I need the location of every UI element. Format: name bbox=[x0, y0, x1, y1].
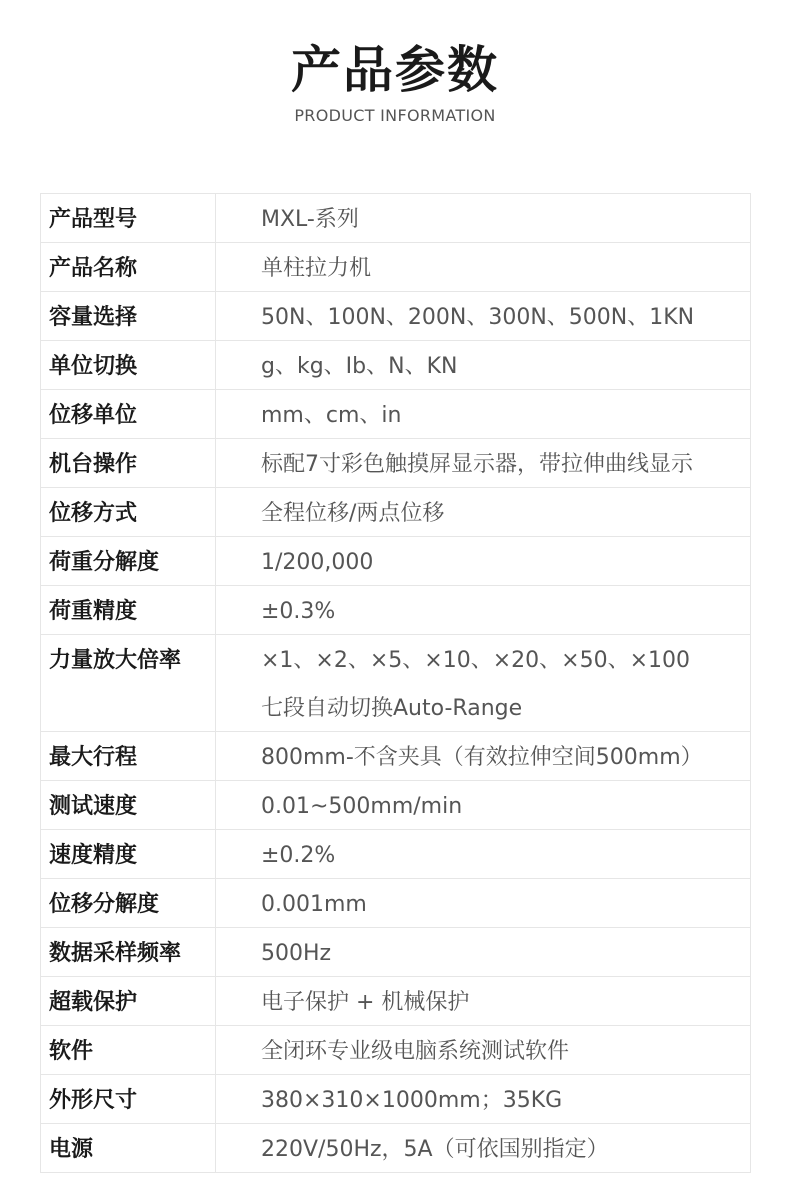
spec-value: 500Hz bbox=[261, 941, 332, 966]
spec-label-cell bbox=[41, 879, 216, 928]
spec-row bbox=[41, 586, 751, 635]
spec-value-cell bbox=[216, 194, 751, 243]
spec-value-cell bbox=[216, 586, 751, 635]
spec-value-cell bbox=[216, 390, 751, 439]
spec-value: 0.01~500mm/min bbox=[261, 794, 463, 819]
spec-label-cell bbox=[41, 1026, 216, 1075]
spec-value-cell bbox=[216, 1124, 751, 1173]
spec-row bbox=[41, 439, 751, 488]
spec-value: ±0.3% bbox=[261, 599, 336, 624]
spec-label-cell bbox=[41, 537, 216, 586]
spec-label-cell bbox=[41, 243, 216, 292]
spec-value-cell bbox=[216, 292, 751, 341]
spec-label: 外形尺寸 bbox=[49, 1088, 138, 1113]
spec-value: 全闭环专业级电脑系统测试软件 bbox=[261, 1039, 570, 1064]
spec-label-cell bbox=[41, 439, 216, 488]
page-title: 产品参数 bbox=[291, 41, 499, 99]
spec-row bbox=[41, 928, 751, 977]
spec-value: 标配7寸彩色触摸屏显示器，带拉伸曲线显示 bbox=[261, 452, 693, 477]
spec-label-cell bbox=[41, 1124, 216, 1173]
spec-label-cell bbox=[41, 732, 216, 781]
spec-value: 七段自动切换Auto-Range bbox=[261, 696, 523, 721]
spec-value-cell bbox=[216, 732, 751, 781]
spec-label: 测试速度 bbox=[49, 794, 138, 819]
spec-row bbox=[41, 341, 751, 390]
spec-value: MXL-系列 bbox=[261, 207, 359, 232]
spec-value: 电子保护 + 机械保护 bbox=[261, 990, 470, 1015]
spec-label-cell bbox=[41, 830, 216, 879]
spec-value-cell bbox=[216, 1026, 751, 1075]
spec-label: 最大行程 bbox=[49, 745, 138, 770]
spec-label-cell bbox=[41, 781, 216, 830]
spec-label-cell bbox=[41, 635, 216, 732]
spec-label: 超载保护 bbox=[49, 990, 138, 1015]
spec-value-cell bbox=[216, 243, 751, 292]
spec-label-cell bbox=[41, 341, 216, 390]
spec-value: g、kg、Ib、N、KN bbox=[261, 354, 458, 379]
spec-row bbox=[41, 488, 751, 537]
spec-label-cell bbox=[41, 586, 216, 635]
spec-value: 1/200,000 bbox=[261, 550, 374, 575]
spec-value-cell bbox=[216, 781, 751, 830]
spec-row bbox=[41, 292, 751, 341]
spec-label: 数据采样频率 bbox=[49, 941, 182, 966]
spec-value: 220V/50Hz，5A（可依国别指定） bbox=[261, 1137, 609, 1162]
spec-label: 软件 bbox=[49, 1039, 94, 1064]
spec-value-cell bbox=[216, 830, 751, 879]
spec-label-cell bbox=[41, 194, 216, 243]
spec-value-cell bbox=[216, 977, 751, 1026]
spec-row bbox=[41, 1075, 751, 1124]
spec-row bbox=[41, 243, 751, 292]
spec-value-cell bbox=[216, 341, 751, 390]
spec-label-cell bbox=[41, 292, 216, 341]
spec-label: 速度精度 bbox=[49, 843, 138, 868]
spec-value-cell bbox=[216, 439, 751, 488]
spec-label-cell bbox=[41, 1075, 216, 1124]
spec-label: 机台操作 bbox=[49, 452, 138, 477]
spec-value: 单柱拉力机 bbox=[261, 256, 372, 281]
spec-label-cell bbox=[41, 488, 216, 537]
spec-row bbox=[41, 977, 751, 1026]
spec-row bbox=[41, 879, 751, 928]
page-subtitle: PRODUCT INFORMATION bbox=[294, 106, 496, 125]
spec-row bbox=[41, 781, 751, 830]
spec-value-cell bbox=[216, 928, 751, 977]
spec-label-cell bbox=[41, 928, 216, 977]
spec-label: 力量放大倍率 bbox=[49, 648, 182, 673]
spec-label: 产品型号 bbox=[49, 207, 138, 232]
spec-label-cell bbox=[41, 390, 216, 439]
spec-row bbox=[41, 1124, 751, 1173]
spec-label: 位移单位 bbox=[49, 403, 138, 428]
spec-row bbox=[41, 390, 751, 439]
spec-label: 单位切换 bbox=[49, 354, 138, 379]
spec-label-cell bbox=[41, 977, 216, 1026]
spec-value-cell bbox=[216, 879, 751, 928]
spec-value: ×1、×2、×5、×10、×20、×50、×100 bbox=[261, 648, 691, 673]
spec-label: 位移分解度 bbox=[49, 892, 160, 917]
spec-value-cell bbox=[216, 1075, 751, 1124]
spec-value-cell bbox=[216, 537, 751, 586]
spec-row bbox=[41, 830, 751, 879]
spec-value: 380×310×1000mm；35KG bbox=[261, 1088, 563, 1113]
spec-value-cell bbox=[216, 635, 751, 732]
spec-row bbox=[41, 537, 751, 586]
spec-label: 产品名称 bbox=[49, 256, 138, 281]
spec-row bbox=[41, 1026, 751, 1075]
spec-value: 800mm-不含夹具（有效拉伸空间500mm） bbox=[261, 745, 703, 770]
spec-value: ±0.2% bbox=[261, 843, 336, 868]
spec-value: 全程位移/两点位移 bbox=[261, 501, 445, 526]
spec-row bbox=[41, 732, 751, 781]
spec-label: 位移方式 bbox=[49, 501, 138, 526]
spec-value: 50N、100N、200N、300N、500N、1KN bbox=[261, 305, 695, 330]
spec-table bbox=[40, 193, 751, 1173]
spec-table-body bbox=[41, 194, 751, 1173]
spec-value: mm、cm、in bbox=[261, 403, 402, 428]
spec-label: 荷重精度 bbox=[49, 599, 138, 624]
spec-row bbox=[41, 635, 751, 732]
spec-value-cell bbox=[216, 488, 751, 537]
spec-label: 荷重分解度 bbox=[49, 550, 160, 575]
spec-label: 容量选择 bbox=[49, 305, 138, 330]
spec-label: 电源 bbox=[49, 1137, 94, 1162]
spec-value: 0.001mm bbox=[261, 892, 367, 917]
spec-row bbox=[41, 194, 751, 243]
